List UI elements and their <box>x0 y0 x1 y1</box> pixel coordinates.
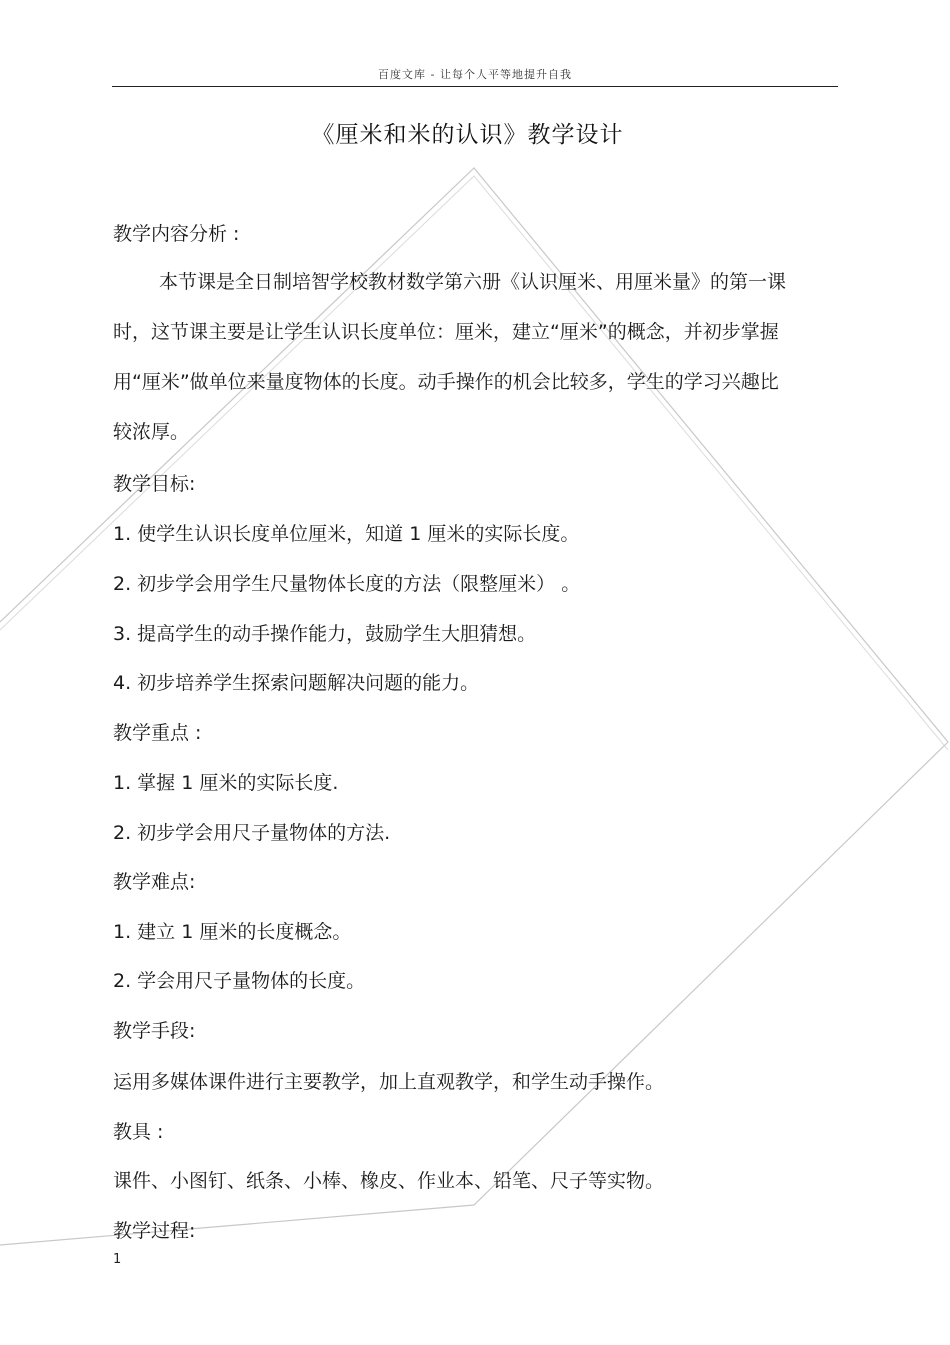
key-point-1: 1. 掌握 1 厘米的实际长度. <box>113 772 339 794</box>
content-analysis-heading: 教学内容分析 : <box>113 223 240 245</box>
goal-item-1: 1. 使学生认识长度单位厘米，知道 1 厘米的实际长度。 <box>113 523 580 545</box>
difficult-point-2: 2. 学会用尺子量物体的长度。 <box>113 970 366 992</box>
document-title: 《厘米和米的认识》教学设计 <box>311 122 624 148</box>
difficult-points-heading: 教学难点: <box>113 871 196 893</box>
page-number: 1 <box>113 1252 122 1267</box>
header-divider <box>112 86 838 87</box>
header-text: 百度文库 - 让每个人平等地提升自我 <box>378 68 572 81</box>
tools-heading: 教具 : <box>113 1121 164 1143</box>
difficult-point-1: 1. 建立 1 厘米的长度概念。 <box>113 921 352 943</box>
key-point-2: 2. 初步学会用尺子量物体的方法. <box>113 822 391 844</box>
key-points-heading: 教学重点 : <box>113 722 202 744</box>
tools-text: 课件、小图钉、纸条、小棒、橡皮、作业本、铅笔、尺子等实物。 <box>113 1170 665 1192</box>
means-heading: 教学手段: <box>113 1020 196 1042</box>
goal-item-4: 4. 初步培养学生探索问题解决问题的能力。 <box>113 672 480 694</box>
process-heading: 教学过程: <box>113 1220 196 1242</box>
content-analysis-paragraph: 本节课是全日制培智学校教材数学第六册《认识厘米、用厘米量》的第一课时，这节课主要是让学生认识长度单位：厘米，建立“厘米”的概念，并初步掌握用“厘米”做单位来量度物体的长度。动手操作的机会比较多，学生的学习兴趣比较浓厚。 <box>113 271 787 443</box>
goals-heading: 教学目标: <box>113 473 196 495</box>
goal-item-3: 3. 提高学生的动手操作能力，鼓励学生大胆猜想。 <box>113 623 537 645</box>
means-text: 运用多媒体课件进行主要教学，加上直观教学，和学生动手操作。 <box>113 1071 665 1093</box>
goal-item-2: 2. 初步学会用学生尺量物体长度的方法（限整厘米） 。 <box>113 573 581 595</box>
